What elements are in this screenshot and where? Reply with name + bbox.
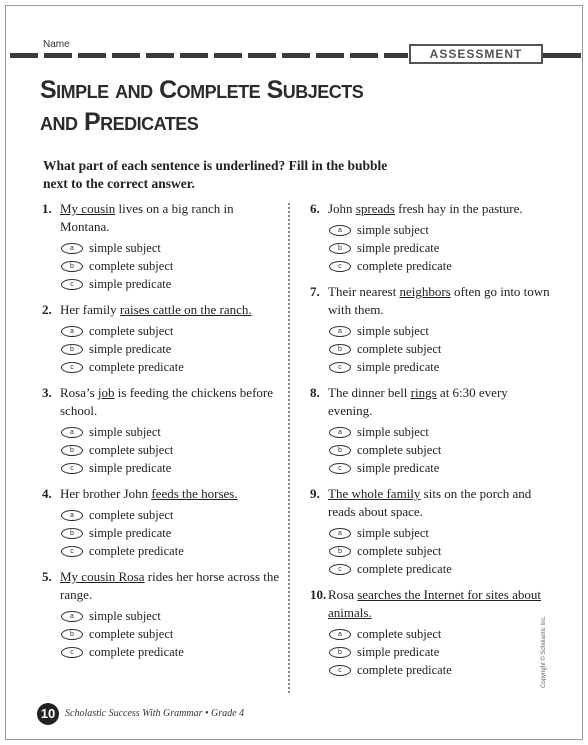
question-item bbox=[42, 301, 282, 376]
title-line-1: Simple and Complete Subjects bbox=[40, 76, 364, 104]
answer-label: simple subject bbox=[357, 324, 429, 338]
sentence-text: sits on the porch and reads about space. bbox=[328, 486, 532, 519]
question-text bbox=[310, 200, 550, 218]
answer-bubble-a[interactable]: a bbox=[61, 611, 83, 622]
answer-label: complete predicate bbox=[89, 544, 184, 558]
answer-label: simple subject bbox=[89, 425, 161, 439]
question-text bbox=[42, 384, 282, 420]
answer-label: simple predicate bbox=[357, 360, 440, 374]
questions-left-column bbox=[42, 200, 282, 669]
copyright-notice: Copyright © Scholastic Inc. bbox=[541, 615, 547, 688]
answer-bubble-b[interactable]: b bbox=[61, 261, 83, 272]
answer-option[interactable] bbox=[310, 524, 550, 542]
question-item bbox=[42, 485, 282, 560]
sentence-text: Their nearest bbox=[328, 284, 400, 299]
footer-credit bbox=[65, 708, 244, 719]
answer-option[interactable] bbox=[42, 275, 282, 293]
question-text bbox=[310, 485, 550, 521]
answer-label: simple subject bbox=[357, 526, 429, 540]
sentence-text: is feeding the chickens before school. bbox=[60, 385, 274, 418]
answer-bubble-a[interactable]: a bbox=[61, 510, 83, 521]
sentence-text: Her brother John bbox=[60, 486, 152, 501]
name-line-divider bbox=[10, 53, 408, 58]
question-number: 4. bbox=[42, 486, 52, 501]
answer-label: complete subject bbox=[357, 443, 442, 457]
question-number: 8. bbox=[310, 385, 320, 400]
answer-bubble-a[interactable]: a bbox=[329, 326, 351, 337]
answer-label: simple predicate bbox=[357, 241, 440, 255]
answer-label: complete subject bbox=[89, 443, 174, 457]
answer-option[interactable] bbox=[310, 340, 550, 358]
answer-label: complete subject bbox=[89, 627, 174, 641]
question-item bbox=[310, 485, 550, 578]
question-text bbox=[310, 586, 550, 622]
answer-bubble-c[interactable]: c bbox=[61, 463, 83, 474]
underlined-part: rings bbox=[410, 385, 437, 400]
answer-option[interactable] bbox=[42, 257, 282, 275]
answer-option[interactable] bbox=[42, 322, 282, 340]
answer-option[interactable] bbox=[42, 524, 282, 542]
footer-book-title: Scholastic Success With Grammar bbox=[65, 708, 203, 719]
answer-label: complete subject bbox=[89, 324, 174, 338]
answer-bubble-c[interactable]: c bbox=[329, 362, 351, 373]
answer-bubble-b[interactable]: b bbox=[61, 344, 83, 355]
answer-label: simple predicate bbox=[89, 342, 172, 356]
answer-bubble-b[interactable]: b bbox=[329, 445, 351, 456]
column-divider bbox=[288, 203, 290, 693]
question-number: 9. bbox=[310, 486, 320, 501]
answer-label: simple subject bbox=[357, 425, 429, 439]
instructions-line-2: next to the correct answer. bbox=[43, 176, 195, 191]
answer-option[interactable] bbox=[310, 257, 550, 275]
answer-option[interactable] bbox=[42, 441, 282, 459]
answer-bubble-c[interactable]: c bbox=[329, 665, 351, 676]
underlined-part: neighbors bbox=[399, 284, 451, 299]
answer-option[interactable] bbox=[42, 340, 282, 358]
answer-option[interactable] bbox=[42, 358, 282, 376]
answer-bubble-c[interactable]: c bbox=[61, 546, 83, 557]
footer-grade: Grade 4 bbox=[211, 708, 245, 719]
sentence-text: The dinner bell bbox=[328, 385, 411, 400]
page-title bbox=[40, 74, 560, 138]
answer-label: simple predicate bbox=[89, 526, 172, 540]
underlined-part: searches the Internet for sites about animals. bbox=[328, 587, 541, 620]
answer-bubble-b[interactable]: b bbox=[329, 647, 351, 658]
answer-bubble-a[interactable]: a bbox=[61, 326, 83, 337]
sentence-text: Rosa bbox=[328, 587, 358, 602]
underlined-part: job bbox=[97, 385, 115, 400]
answer-bubble-b[interactable]: b bbox=[61, 629, 83, 640]
sentence-text: lives on a big ranch in Montana. bbox=[60, 201, 234, 234]
answer-bubble-b[interactable]: b bbox=[329, 243, 351, 254]
answer-option[interactable] bbox=[310, 459, 550, 477]
answer-option[interactable] bbox=[310, 441, 550, 459]
question-number: 2. bbox=[42, 302, 52, 317]
answer-bubble-c[interactable]: c bbox=[61, 279, 83, 290]
question-number: 5. bbox=[42, 569, 52, 584]
answer-bubble-c[interactable]: c bbox=[61, 647, 83, 658]
instructions-line-1: What part of each sentence is underlined? Fill in the bubble bbox=[43, 158, 388, 173]
answer-option[interactable] bbox=[310, 221, 550, 239]
question-item bbox=[310, 283, 550, 376]
question-number: 10. bbox=[310, 587, 327, 602]
answer-option[interactable] bbox=[310, 661, 550, 679]
answer-option[interactable] bbox=[42, 506, 282, 524]
answer-bubble-a[interactable]: a bbox=[61, 427, 83, 438]
sentence-text: Her family bbox=[60, 302, 120, 317]
answer-label: complete predicate bbox=[357, 259, 452, 273]
answer-label: simple subject bbox=[89, 609, 161, 623]
answer-bubble-b[interactable]: b bbox=[61, 528, 83, 539]
header-line-end bbox=[543, 53, 581, 58]
question-number: 6. bbox=[310, 201, 320, 216]
answer-option[interactable] bbox=[42, 607, 282, 625]
answer-option[interactable] bbox=[42, 239, 282, 257]
answer-label: simple predicate bbox=[89, 461, 172, 475]
question-number: 3. bbox=[42, 385, 52, 400]
answer-label: simple subject bbox=[89, 241, 161, 255]
question-text bbox=[42, 200, 282, 236]
underlined-part: spreads bbox=[355, 201, 395, 216]
answer-option[interactable] bbox=[310, 560, 550, 578]
answer-option[interactable] bbox=[42, 423, 282, 441]
question-text bbox=[310, 384, 550, 420]
answer-bubble-a[interactable]: a bbox=[329, 427, 351, 438]
question-item bbox=[310, 384, 550, 477]
answer-option[interactable] bbox=[310, 625, 550, 643]
question-number: 7. bbox=[310, 284, 320, 299]
footer-separator: • bbox=[205, 708, 209, 719]
sentence-text: at 6:30 every evening. bbox=[328, 385, 508, 418]
answer-option[interactable] bbox=[42, 625, 282, 643]
sentence-text: Rosa’s bbox=[60, 385, 98, 400]
answer-bubble-b[interactable]: b bbox=[329, 344, 351, 355]
sentence-text: often go into town with them. bbox=[328, 284, 550, 317]
title-line-2: and Predicates bbox=[40, 108, 199, 136]
sentence-text: rides her horse across the range. bbox=[60, 569, 280, 602]
answer-bubble-c[interactable]: c bbox=[329, 564, 351, 575]
answer-option[interactable] bbox=[310, 643, 550, 661]
underlined-part: My cousin bbox=[60, 201, 116, 216]
question-item bbox=[42, 200, 282, 293]
assessment-badge: ASSESSMENT bbox=[409, 44, 543, 64]
question-item bbox=[310, 200, 550, 275]
answer-option[interactable] bbox=[310, 423, 550, 441]
answer-label: simple predicate bbox=[89, 277, 172, 291]
answer-option[interactable] bbox=[310, 358, 550, 376]
answer-label: complete subject bbox=[357, 627, 442, 641]
name-label: Name bbox=[43, 39, 70, 50]
underlined-part: The whole family bbox=[328, 486, 421, 501]
answer-label: complete predicate bbox=[89, 645, 184, 659]
question-text bbox=[42, 485, 282, 503]
answer-bubble-a[interactable]: a bbox=[329, 629, 351, 640]
answer-label: complete subject bbox=[89, 259, 174, 273]
underlined-part: My cousin Rosa bbox=[60, 569, 145, 584]
answer-label: simple subject bbox=[357, 223, 429, 237]
answer-label: complete subject bbox=[89, 508, 174, 522]
question-text bbox=[42, 301, 282, 319]
answer-label: simple predicate bbox=[357, 461, 440, 475]
answer-label: complete subject bbox=[357, 342, 442, 356]
answer-label: complete subject bbox=[357, 544, 442, 558]
question-item bbox=[42, 568, 282, 661]
answer-option[interactable] bbox=[42, 542, 282, 560]
answer-option[interactable] bbox=[42, 643, 282, 661]
question-text bbox=[310, 283, 550, 319]
answer-bubble-a[interactable]: a bbox=[329, 225, 351, 236]
question-item bbox=[42, 384, 282, 477]
sentence-text: John bbox=[328, 201, 356, 216]
answer-label: complete predicate bbox=[357, 562, 452, 576]
instructions bbox=[43, 157, 463, 193]
questions-right-column bbox=[310, 200, 550, 687]
answer-option[interactable] bbox=[310, 542, 550, 560]
answer-label: complete predicate bbox=[357, 663, 452, 677]
answer-bubble-c[interactable]: c bbox=[329, 261, 351, 272]
answer-bubble-b[interactable]: b bbox=[61, 445, 83, 456]
answer-bubble-c[interactable]: c bbox=[329, 463, 351, 474]
answer-label: complete predicate bbox=[89, 360, 184, 374]
answer-option[interactable] bbox=[42, 459, 282, 477]
question-text bbox=[42, 568, 282, 604]
sentence-text: fresh hay in the pasture. bbox=[394, 201, 523, 216]
underlined-part: raises cattle on the ranch. bbox=[119, 302, 252, 317]
answer-bubble-c[interactable]: c bbox=[61, 362, 83, 373]
answer-label: simple predicate bbox=[357, 645, 440, 659]
answer-bubble-a[interactable]: a bbox=[329, 528, 351, 539]
page-number-badge: 10 bbox=[37, 703, 59, 725]
answer-bubble-b[interactable]: b bbox=[329, 546, 351, 557]
answer-option[interactable] bbox=[310, 322, 550, 340]
answer-bubble-a[interactable]: a bbox=[61, 243, 83, 254]
underlined-part: feeds the horses. bbox=[151, 486, 238, 501]
question-number: 1. bbox=[42, 201, 52, 216]
question-item bbox=[310, 586, 550, 679]
answer-option[interactable] bbox=[310, 239, 550, 257]
